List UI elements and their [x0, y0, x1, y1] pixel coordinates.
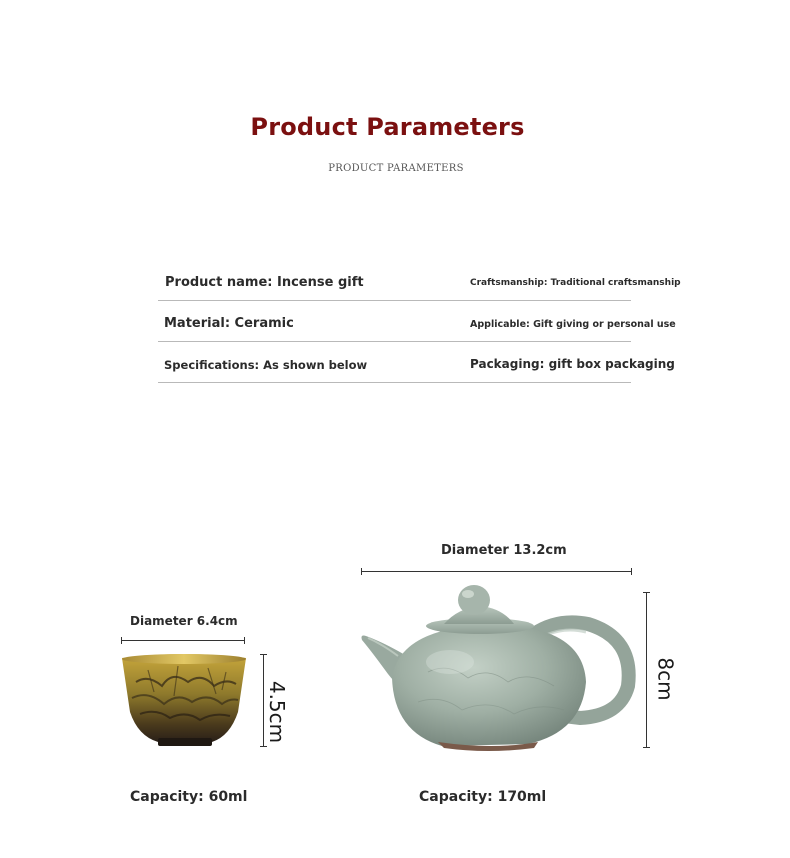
teapot-diameter-line [361, 571, 632, 572]
teapot-height-line [646, 592, 647, 748]
page-subtitle: PRODUCT PARAMETERS [328, 163, 464, 174]
table-divider [158, 341, 631, 342]
param-product-name: Product name: Incense gift [165, 275, 364, 290]
teapot-height-label: 8cm [653, 657, 678, 701]
teapot-image [358, 582, 636, 752]
param-specifications: Specifications: As shown below [164, 358, 368, 372]
cup-height-line [263, 654, 264, 747]
teacup-image [118, 652, 250, 748]
page-title: Product Parameters [250, 113, 525, 141]
cup-capacity: Capacity: 60ml [130, 789, 248, 805]
param-applicable: Applicable: Gift giving or personal use [470, 319, 676, 330]
param-packaging: Packaging: gift box packaging [470, 357, 675, 371]
param-craftsmanship: Craftsmanship: Traditional craftsmanship [470, 278, 681, 288]
cup-height-label: 4.5cm [265, 680, 290, 744]
param-material: Material: Ceramic [164, 316, 294, 331]
cup-diameter-line [121, 640, 245, 641]
teapot-diameter-label: Diameter 13.2cm [441, 543, 567, 558]
teapot-capacity: Capacity: 170ml [419, 789, 547, 805]
cup-diameter-label: Diameter 6.4cm [130, 614, 238, 628]
table-divider [158, 382, 631, 383]
table-divider [158, 300, 631, 301]
